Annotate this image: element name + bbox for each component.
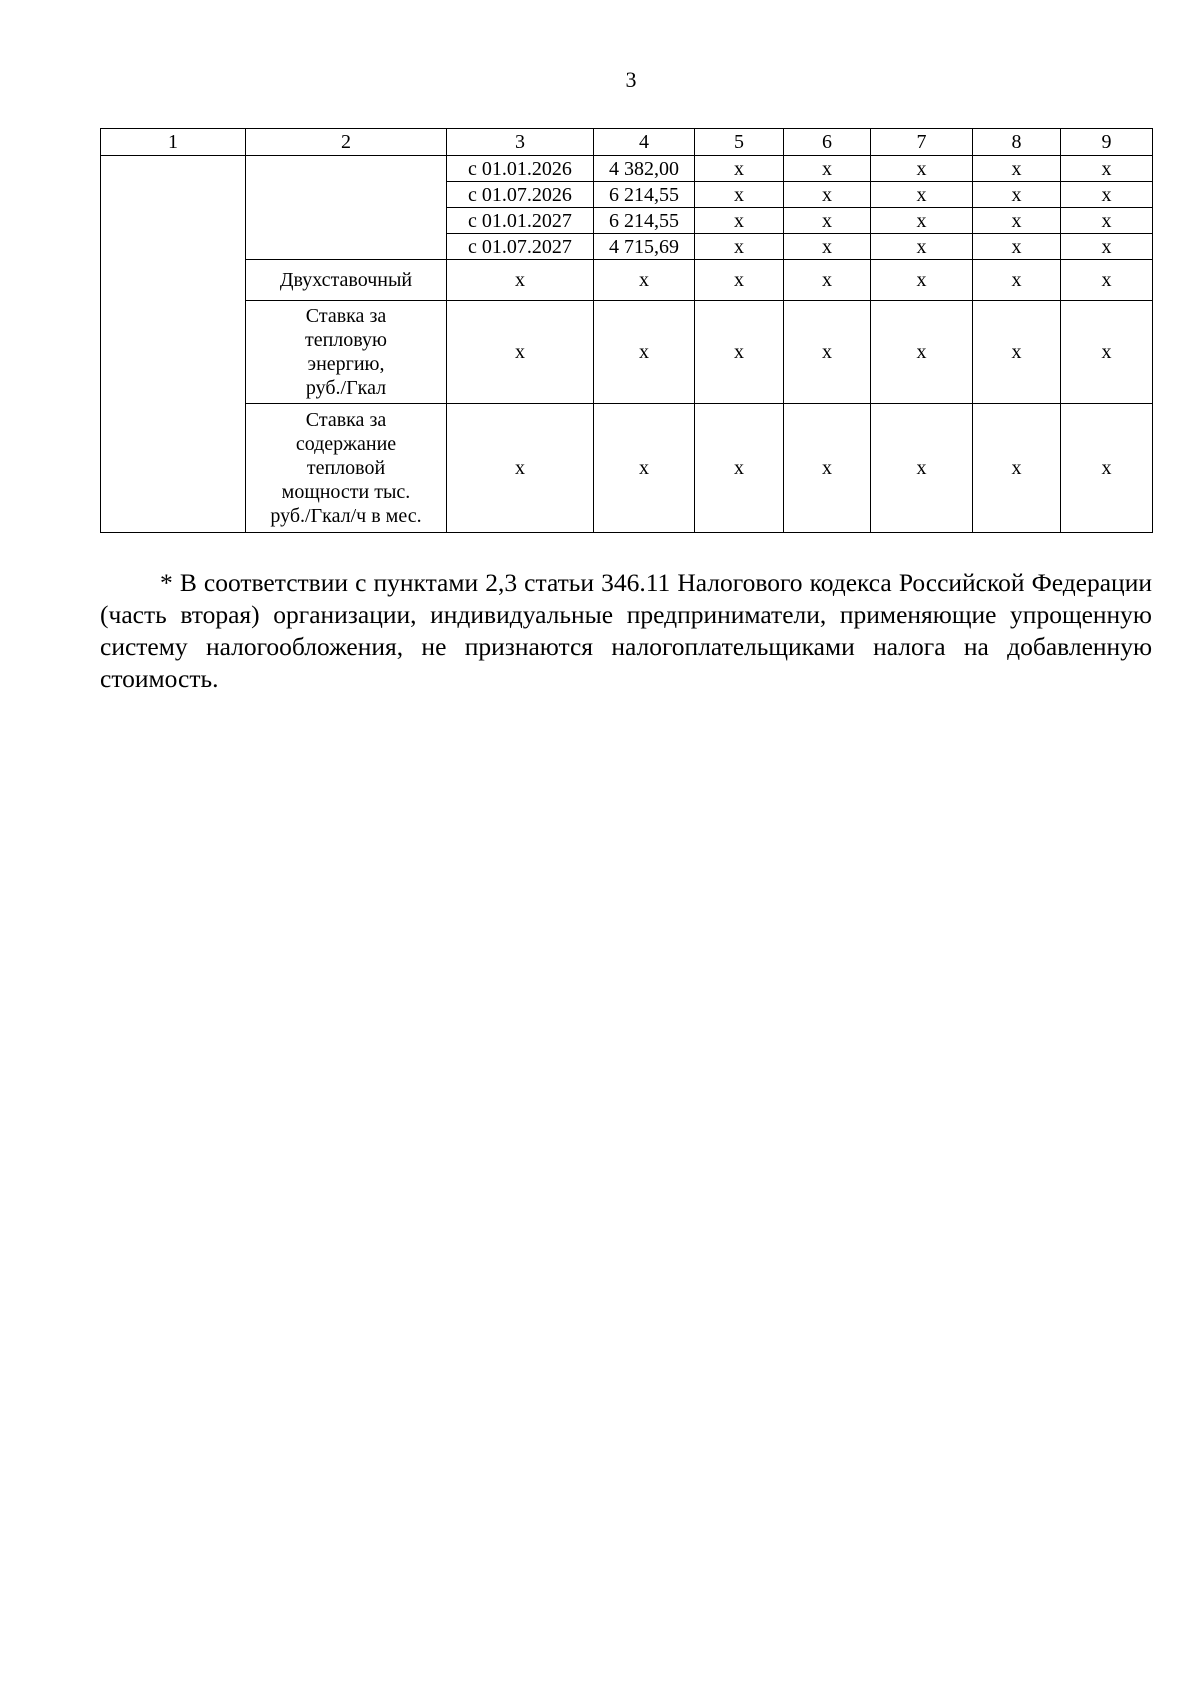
empty-mark-cell: x (1061, 156, 1153, 182)
label-line: Ставка за (305, 305, 387, 327)
tariff-value-cell: 6 214,55 (594, 182, 695, 208)
empty-mark-cell: x (784, 234, 871, 260)
empty-mark-cell: x (973, 404, 1061, 533)
label-line: энергию, (307, 353, 385, 375)
column-number: 3 (447, 129, 594, 156)
empty-mark-cell: x (973, 182, 1061, 208)
tariff-value-cell: 4 715,69 (594, 234, 695, 260)
label-line: содержание (295, 433, 397, 455)
label-line: тепловую (304, 329, 387, 351)
column-number: 7 (871, 129, 973, 156)
two-part-label: Двухставочный (246, 260, 447, 301)
empty-mark-cell: x (784, 301, 871, 404)
empty-mark-cell: x (1061, 208, 1153, 234)
period-cell: с 01.07.2026 (447, 182, 594, 208)
empty-mark-cell: x (695, 156, 784, 182)
empty-mark-cell: x (695, 301, 784, 404)
label-line: Ставка за (305, 409, 387, 431)
table-row (101, 301, 1153, 404)
column-number: 8 (973, 129, 1061, 156)
empty-mark-cell: x (871, 182, 973, 208)
column-number: 4 (594, 129, 695, 156)
table-row (101, 156, 1153, 182)
empty-mark-cell: x (695, 260, 784, 301)
capacity-rate-label (246, 404, 447, 533)
empty-mark-cell: x (1061, 301, 1153, 404)
empty-mark-cell: x (695, 208, 784, 234)
table-row (101, 404, 1153, 533)
table-row (101, 260, 1153, 301)
empty-mark-cell: x (784, 404, 871, 533)
empty-mark-cell: x (871, 260, 973, 301)
column-number-row (101, 129, 1153, 156)
empty-mark-cell: x (695, 404, 784, 533)
rate-type-cell (246, 156, 447, 260)
label-line: тепловой (306, 457, 386, 479)
column-number: 5 (695, 129, 784, 156)
empty-mark-cell: x (973, 260, 1061, 301)
empty-mark-cell: x (1061, 182, 1153, 208)
empty-mark-cell: x (973, 208, 1061, 234)
empty-mark-cell: x (695, 234, 784, 260)
empty-mark-cell: x (973, 234, 1061, 260)
energy-rate-label (246, 301, 447, 404)
tariff-value-cell: 4 382,00 (594, 156, 695, 182)
empty-mark-cell: x (784, 260, 871, 301)
period-cell: с 01.01.2026 (447, 156, 594, 182)
empty-mark-cell: x (871, 404, 973, 533)
tariff-value-cell: 6 214,55 (594, 208, 695, 234)
column-number: 6 (784, 129, 871, 156)
label-line: руб./Гкал/ч в мес. (270, 505, 422, 527)
period-cell: с 01.01.2027 (447, 208, 594, 234)
empty-mark-cell: x (871, 234, 973, 260)
empty-mark-cell: x (594, 260, 695, 301)
empty-mark-cell: x (784, 182, 871, 208)
column-number: 1 (101, 129, 246, 156)
empty-mark-cell: x (447, 404, 594, 533)
empty-mark-cell: x (871, 301, 973, 404)
page-number: 3 (625, 67, 637, 92)
empty-mark-cell: x (447, 260, 594, 301)
empty-mark-cell: x (784, 156, 871, 182)
empty-mark-cell: x (1061, 234, 1153, 260)
empty-mark-cell: x (594, 404, 695, 533)
label-line: мощности тыс. (281, 481, 411, 503)
column-number: 2 (246, 129, 447, 156)
empty-mark-cell: x (1061, 260, 1153, 301)
empty-mark-cell: x (784, 208, 871, 234)
empty-mark-cell: x (973, 156, 1061, 182)
column-number: 9 (1061, 129, 1153, 156)
period-cell: с 01.07.2027 (447, 234, 594, 260)
empty-mark-cell: x (973, 301, 1061, 404)
tax-footnote: * В соответствии с пунктами 2,3 статьи 346.11 Налогового кодекса Российской Федерации (часть вторая) организации, индивидуальные предприниматели, применяющие упрощенную систему налогообложения, не признаются налогоплательщиками налога на добавленную стоимость. (100, 568, 1152, 693)
organization-cell (101, 156, 246, 533)
empty-mark-cell: x (695, 182, 784, 208)
empty-mark-cell: x (594, 301, 695, 404)
empty-mark-cell: x (1061, 404, 1153, 533)
empty-mark-cell: x (871, 208, 973, 234)
label-line: руб./Гкал (305, 377, 387, 399)
empty-mark-cell: x (871, 156, 973, 182)
empty-mark-cell: x (447, 301, 594, 404)
tariff-table (100, 128, 1153, 533)
